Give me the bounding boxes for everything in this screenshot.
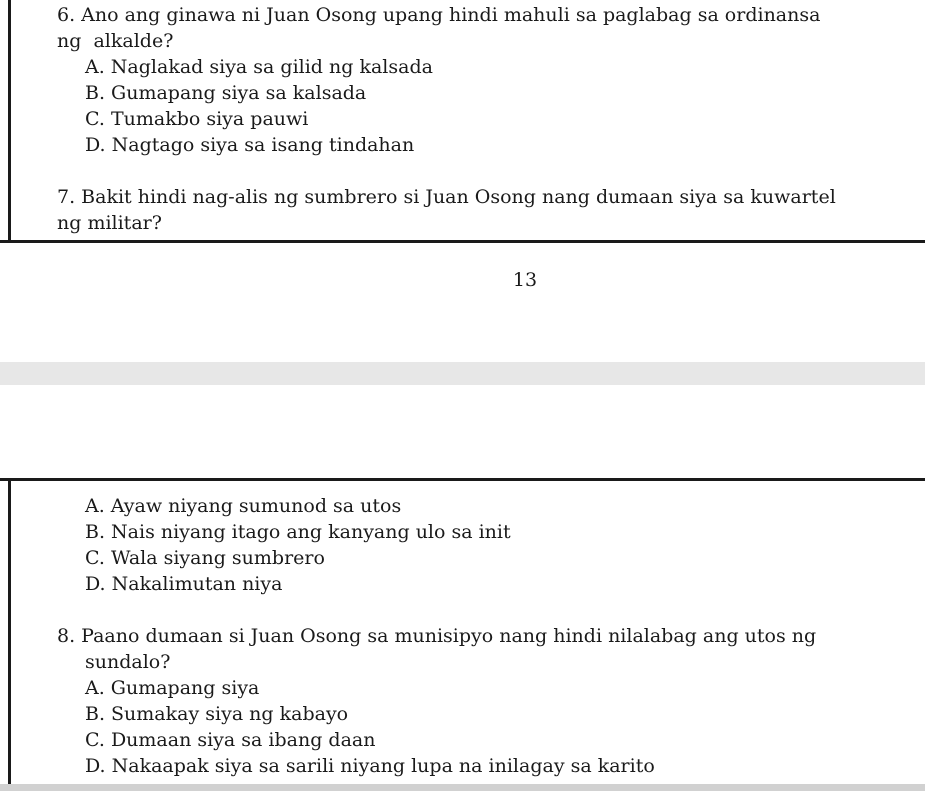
question-8-text-line-2: sundalo? [85,651,171,673]
blank-line-spacer [57,597,816,623]
page-14-fragment [0,478,925,784]
question-8-option-b: B. Sumakay siya ng kabayo [85,703,349,725]
question-6-option-d: D. Nagtago siya sa isang tindahan [85,134,415,156]
question-6-text-line-2: ng alkalde? [57,30,174,52]
question-7-option-a: A. Ayaw niyang sumunod sa utos [85,495,402,517]
question-7-option-c: C. Wala siyang sumbrero [85,547,325,569]
page-14-text-column [57,493,816,779]
question-8-option-a: A. Gumapang siya [85,677,260,699]
question-7-text-line-1: 7. Bakit hindi nag-alis ng sumbrero si Juan Osong nang dumaan siya sa kuwartel [57,186,836,208]
question-8-option-d: D. Nakaapak siya sa sarili niyang lupa na inilagay sa karito [85,755,655,777]
page-13-fragment [0,0,925,243]
question-6-option-c: C. Tumakbo siya pauwi [85,108,309,130]
viewer-bottom-band [0,784,925,791]
question-8-text-line-1: 8. Paano dumaan si Juan Osong sa munisipyo nang hindi nilalabag ang utos ng [57,625,817,647]
blank-line-spacer [57,158,836,184]
table-left-border [8,0,11,240]
question-6-option-a: A. Naglakad siya sa gilid ng kalsada [85,56,433,78]
question-7-text-line-2: ng militar? [57,212,162,234]
page-separator-band [0,362,925,385]
table-left-border [8,481,11,784]
page-13-text-column [57,2,836,236]
question-6-option-b: B. Gumapang siya sa kalsada [85,82,367,104]
question-7-option-d: D. Nakalimutan niya [85,573,283,595]
question-8-option-c: C. Dumaan siya sa ibang daan [85,729,376,751]
page-number: 13 [512,269,538,291]
question-6-text-line-1: 6. Ano ang ginawa ni Juan Osong upang hindi mahuli sa paglabag sa ordinansa [57,4,821,26]
question-7-option-b: B. Nais niyang itago ang kanyang ulo sa init [85,521,511,543]
